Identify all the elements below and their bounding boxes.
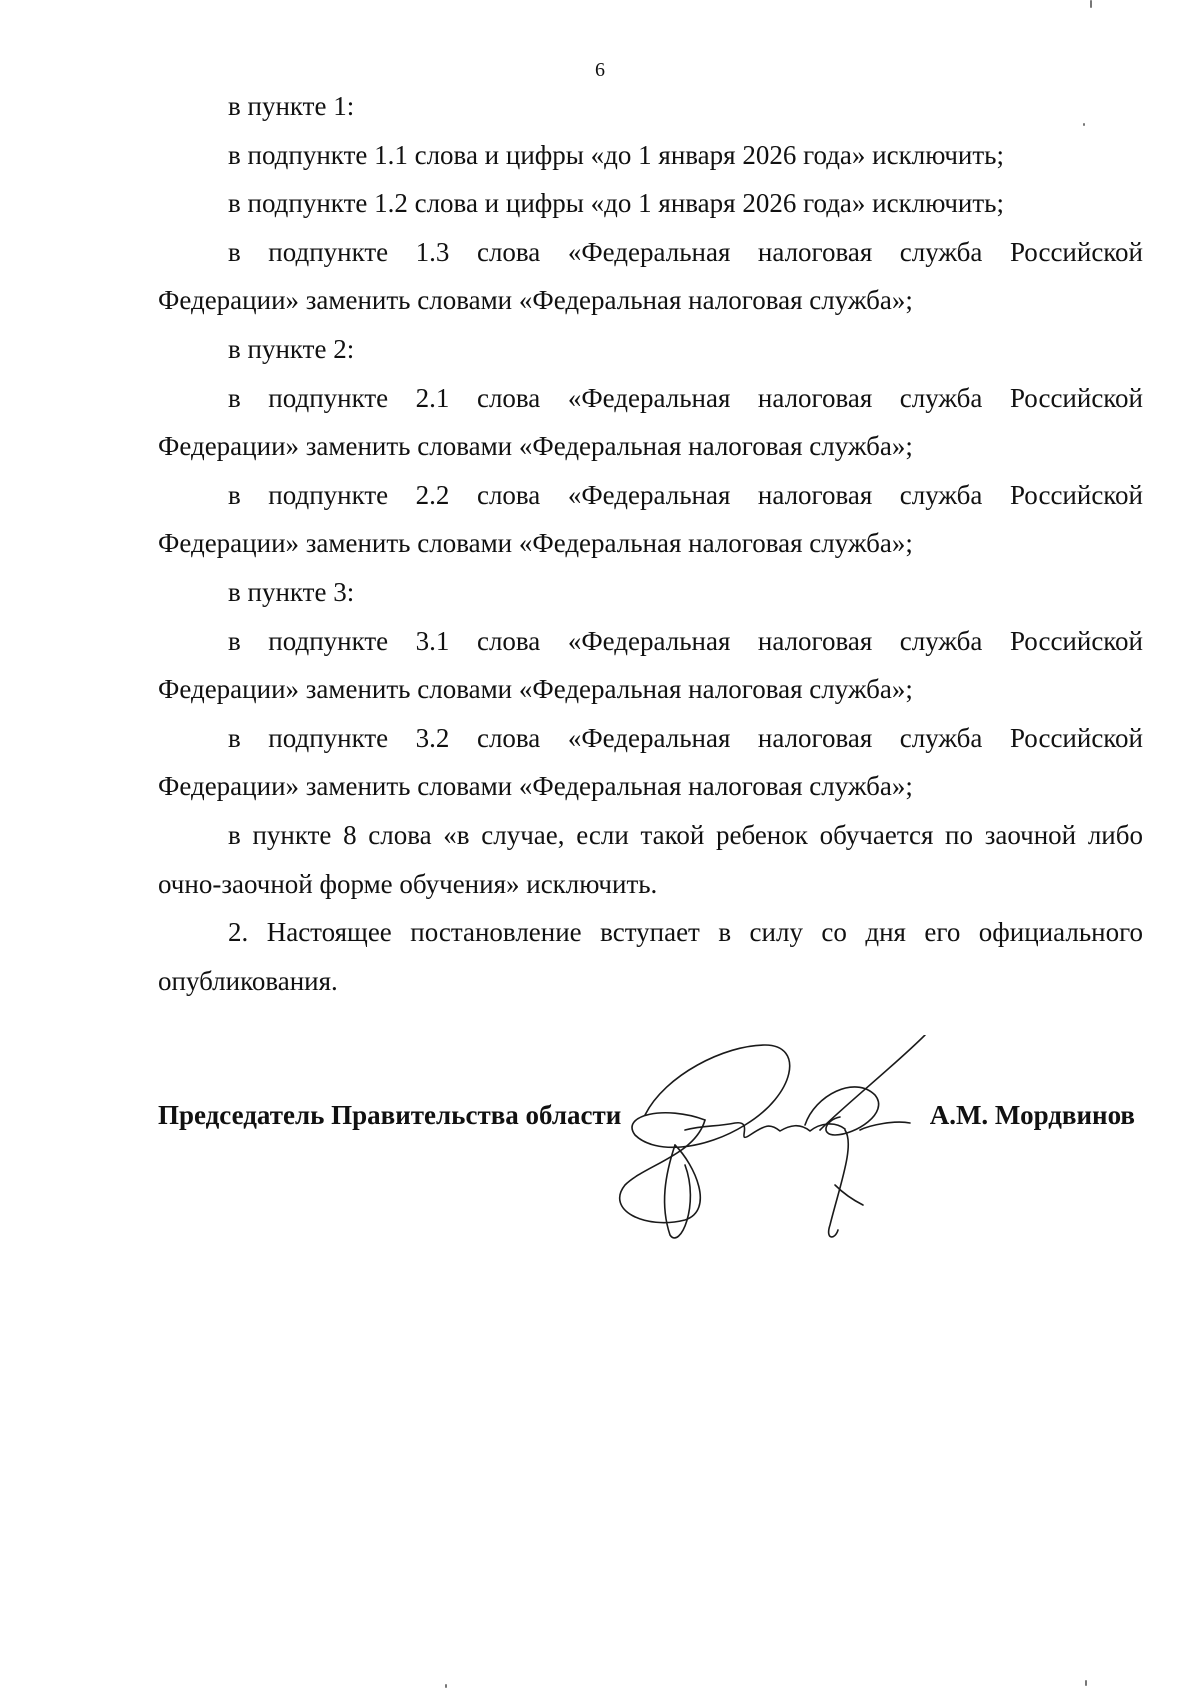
- paragraph: 2. Настоящее постановление вступает в силу со дня его официального опубликования.: [158, 917, 1143, 996]
- paragraph: в подпункте 1.1 слова и цифры «до 1 января 2026 года» исключить;: [228, 139, 1004, 170]
- paragraph: в пункте 8 слова «в случае, если такой ребенок обучается по заочной либо очно-заочной форме обучения» исключить.: [158, 819, 1143, 899]
- paragraph: в пункте 2:: [228, 333, 355, 364]
- scan-speck: [445, 1684, 447, 1688]
- paragraph: в подпункте 2.2 слова «Федеральная налоговая служба Российской Федерации» заменить словами «Федеральная налоговая служба»;: [158, 479, 1143, 559]
- handwritten-signature: [605, 1035, 955, 1245]
- paragraph: в подпункте 3.2 слова «Федеральная налоговая служба Российской Федерации» заменить словами «Федеральная налоговая служба»;: [158, 722, 1143, 802]
- paragraph: в подпункте 1.3 слова «Федеральная налоговая служба Российской Федерации» заменить словами «Федеральная налоговая служба»;: [158, 236, 1143, 316]
- paragraph: в пункте 1:: [228, 91, 355, 121]
- signature-block: [158, 1095, 1143, 1135]
- page-number: 6: [595, 59, 605, 81]
- document-body: [158, 82, 1143, 1005]
- paragraph: в подпункте 3.1 слова «Федеральная налоговая служба Российской Федерации» заменить словами «Федеральная налоговая служба»;: [158, 625, 1143, 705]
- scan-speck: [1090, 0, 1092, 8]
- signatory-name: А.М. Мордвинов: [929, 1100, 1135, 1130]
- scan-speck: [1085, 1680, 1087, 1686]
- paragraph: в подпункте 1.2 слова и цифры «до 1 января 2026 года» исключить;: [228, 188, 1004, 219]
- paragraph: в подпункте 2.1 слова «Федеральная налоговая служба Российской Федерации» заменить словами «Федеральная налоговая служба»;: [158, 382, 1143, 462]
- signatory-position: Председатель Правительства области: [158, 1100, 622, 1130]
- scan-speck: [1083, 123, 1085, 126]
- paragraph: в пункте 3:: [228, 576, 355, 607]
